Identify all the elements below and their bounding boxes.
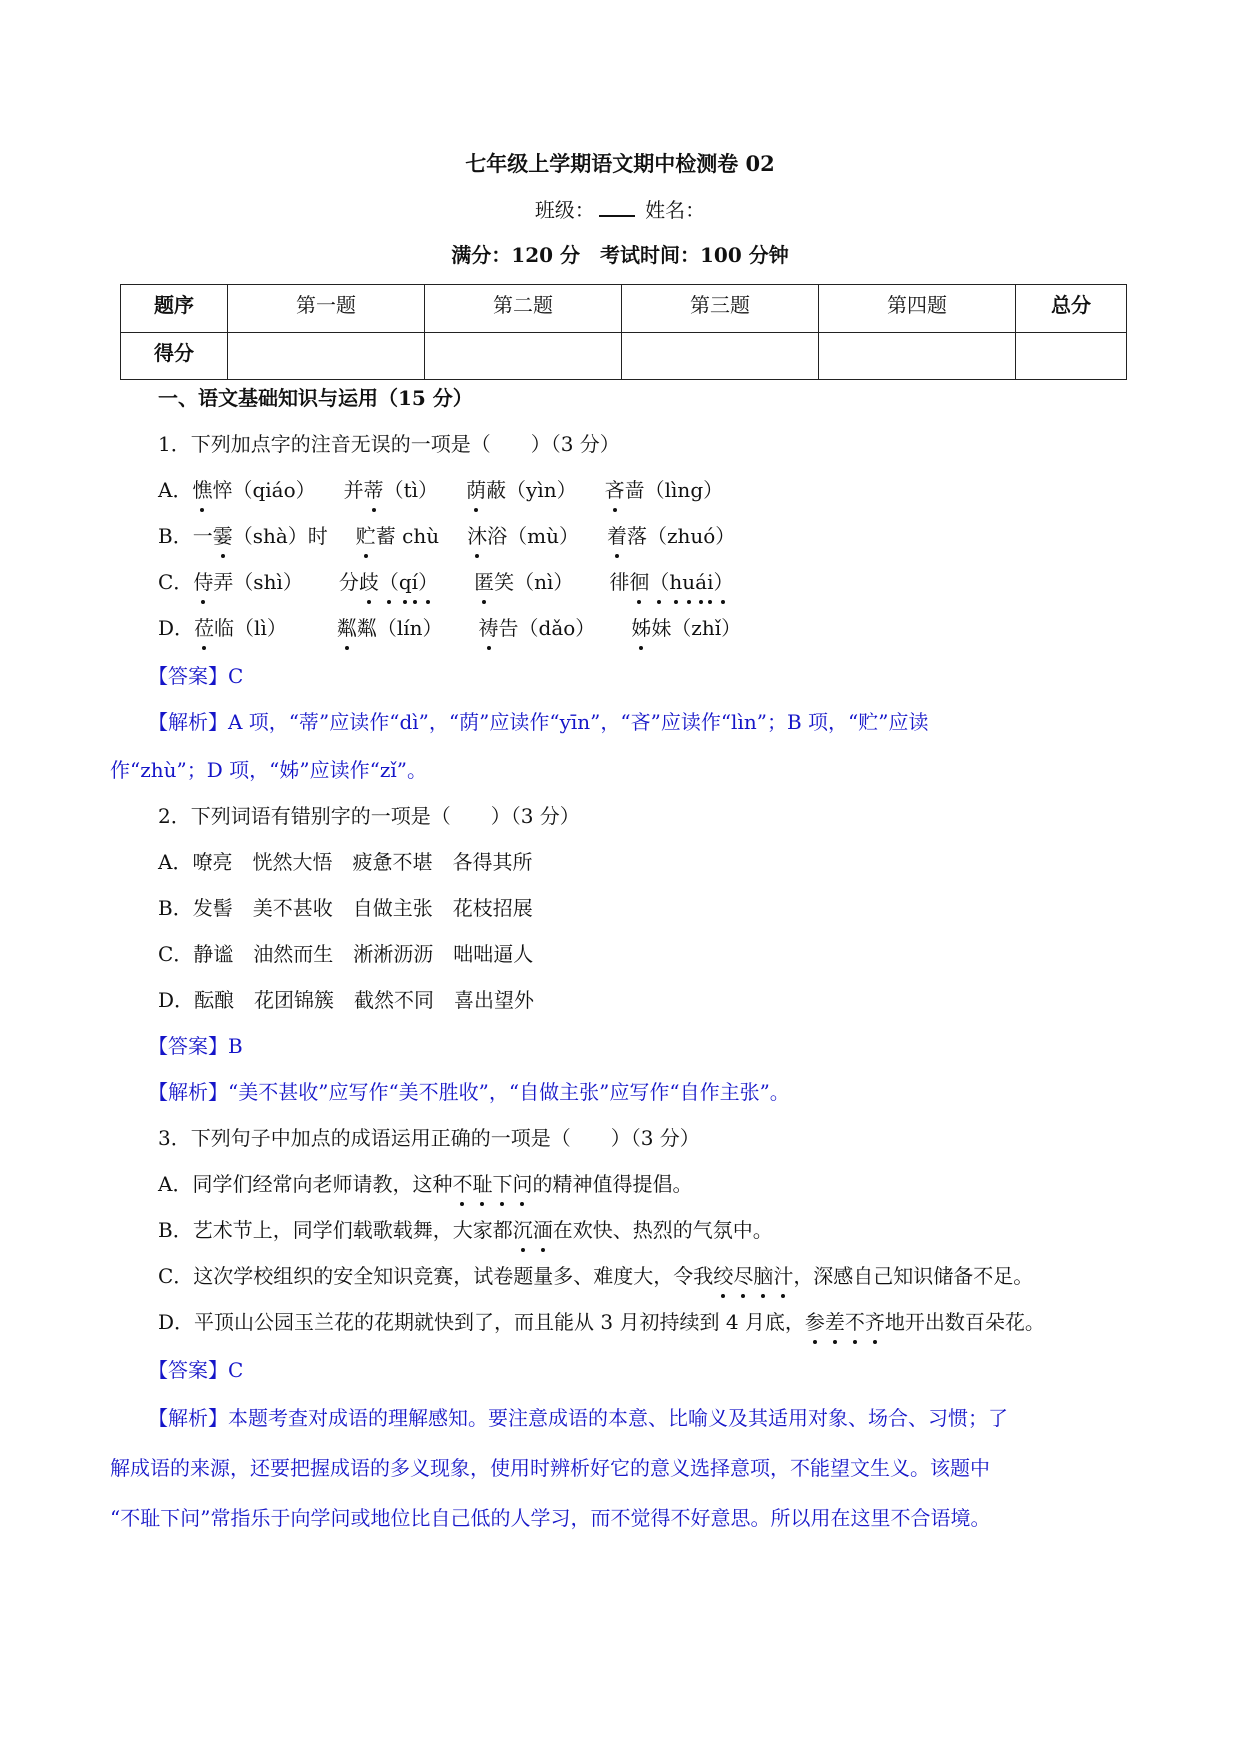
- q3-option-c: [158, 1262, 1033, 1290]
- dotted-char: 脑: [753, 1264, 774, 1288]
- table-header-cell: 第一题: [228, 285, 425, 333]
- dotted-char: 歧: [358, 570, 379, 594]
- dotted-char: 尽: [733, 1264, 754, 1288]
- q2-option-a: A．嘹亮 恍然大悟 疲惫不堪 各得其所: [158, 850, 533, 874]
- dotted-char: h: [669, 570, 683, 594]
- option-text: B．一: [158, 524, 213, 548]
- dotted-char: 不: [452, 1172, 473, 1196]
- q3-analysis-line: “不耻下问”常指乐于向学问或地位比自己低的人学习，而不觉得不好意思。所以用在这里不合语境。: [110, 1506, 991, 1530]
- q1-answer: 【答案】C: [148, 664, 244, 688]
- q1-option-c: [158, 568, 733, 596]
- q2-analysis: 【解析】“美不甚收”应写作“美不胜收”，“自做主张”应写作“自作主张”。: [148, 1080, 790, 1104]
- dotted-char: 湎: [532, 1218, 553, 1242]
- dotted-char: 侍: [193, 570, 214, 594]
- dotted-char: 姊: [631, 616, 652, 640]
- dotted-char: 汁: [773, 1264, 794, 1288]
- option-text: B．艺术节上，同学们载歌载舞，大家都: [158, 1218, 513, 1242]
- table-header-cell: 总分: [1016, 285, 1127, 333]
- dotted-char: 莅: [194, 616, 215, 640]
- option-text: C．这次学校组织的安全知识竞赛，试卷题量多、难度大，令我: [158, 1264, 714, 1288]
- dotted-char: 不: [844, 1310, 865, 1334]
- class-blank[interactable]: [599, 197, 635, 217]
- option-text: 告（dǎo）: [498, 616, 596, 640]
- question-2-stem: 2．下列词语有错别字的一项是（ ）（3 分）: [158, 804, 580, 828]
- section-heading: 一、语文基础知识与运用（15 分）: [158, 386, 473, 410]
- option-text: 弄（shì）: [213, 570, 303, 594]
- dotted-char: í: [411, 570, 419, 594]
- score-cell[interactable]: [1016, 332, 1127, 380]
- q3-option-b: [158, 1216, 773, 1244]
- option-text: 啬（lìng）: [624, 478, 724, 502]
- option-text: 临（lì）: [214, 616, 287, 640]
- option-text: 在欢快、热烈的气氛中。: [552, 1218, 773, 1242]
- dotted-char: [359, 570, 438, 594]
- table-header-cell: 第四题: [819, 285, 1016, 333]
- option-text: 的精神值得提倡。: [532, 1172, 693, 1196]
- dotted-char: 贮: [355, 524, 376, 548]
- score-cell[interactable]: [228, 332, 425, 380]
- score-time-info: 满分：120 分 考试时间：100 分钟: [451, 243, 789, 267]
- option-text: D．平顶山公园玉兰花的花期就快到了，而且能从 3 月初持续到 4 月底，: [158, 1310, 805, 1334]
- q3-option-d: [158, 1308, 1045, 1336]
- dotted-char: 齐: [864, 1310, 885, 1334]
- option-text: 分: [338, 570, 359, 594]
- q2-option-d: D．酝酿 花团锦簇 截然不同 喜出望外: [158, 988, 535, 1012]
- dotted-idiom: [805, 1310, 885, 1334]
- q1-option-b: [158, 522, 735, 550]
- table-header-cell: 第三题: [622, 285, 819, 333]
- dotted-idiom: [713, 1264, 793, 1288]
- dotted-char: 沐: [467, 524, 488, 548]
- option-text: 浴（mù）: [487, 524, 579, 548]
- dotted-char: ）: [418, 570, 439, 594]
- dotted-idiom: [513, 1218, 553, 1242]
- option-text: A．同学们经常向老师请教，这种: [158, 1172, 453, 1196]
- option-text: ，深感自己知识储备不足。: [793, 1264, 1034, 1288]
- option-text: 妹（zhǐ）: [651, 616, 742, 640]
- question-1-stem: 1．下列加点字的注音无误的一项是（ ）（3 分）: [158, 432, 620, 456]
- question-3-stem: 3．下列句子中加点的成语运用正确的一项是（ ）（3 分）: [158, 1126, 700, 1150]
- q3-analysis-line: 【解析】本题考查对成语的理解感知。要注意成语的本意、比喻义及其适用对象、场合、习惯；了: [148, 1406, 1008, 1430]
- dotted-char: 蒂: [363, 478, 384, 502]
- name-label: 姓名：: [645, 198, 706, 222]
- dotted-char: u: [682, 570, 696, 594]
- option-text: 蔽（yìn）: [486, 478, 577, 502]
- dotted-char: 绞: [713, 1264, 734, 1288]
- dotted-char: 徊: [629, 570, 650, 594]
- table-header-cell: 题序: [121, 285, 228, 333]
- dotted-char: 下: [492, 1172, 513, 1196]
- q2-option-b: B．发髻 美不甚收 自做主张 花枝招展: [158, 896, 533, 920]
- option-letter: A．: [158, 478, 193, 502]
- q2-answer: 【答案】B: [148, 1034, 243, 1058]
- exam-title: 七年级上学期语文期中检测卷 02: [465, 151, 775, 176]
- dotted-char: 霎: [212, 524, 233, 548]
- q2-option-c: C．静谧 油然而生 淅淅沥沥 咄咄逼人: [158, 942, 534, 966]
- q3-analysis-line: 解成语的来源，还要把握成语的多义现象，使用时辨析好它的意义选择意项，不能望文生义。该题中: [110, 1456, 990, 1480]
- score-cell[interactable]: [425, 332, 622, 380]
- option-text: 笑（nì）: [494, 570, 574, 594]
- dotted-char: á: [695, 570, 708, 594]
- option-text: 徘: [609, 570, 630, 594]
- dotted-char: 吝: [604, 478, 625, 502]
- option-text: 悴（qiáo）: [212, 478, 316, 502]
- score-table-header-row: [121, 285, 1127, 333]
- dotted-char: q: [398, 570, 412, 594]
- dotted-idiom: [452, 1172, 532, 1196]
- dotted-char: i: [707, 570, 714, 594]
- dotted-char: 憔: [192, 478, 213, 502]
- option-text: 地开出数百朵花。: [884, 1310, 1045, 1334]
- dotted-char: [629, 570, 733, 594]
- q1-analysis-line: 【解析】A 项，“蒂”应读作“dì”，“荫”应读作“yīn”，“吝”应读作“lìn”；B 项，“贮”应读: [148, 710, 929, 734]
- dotted-char: ）: [713, 570, 734, 594]
- option-text: 粼（lín）: [356, 616, 443, 640]
- q1-option-d: [158, 614, 741, 642]
- dotted-char: 匿: [474, 570, 495, 594]
- option-letter: C．: [158, 570, 194, 594]
- score-table-score-row: [121, 332, 1127, 380]
- dotted-char: 差: [824, 1310, 845, 1334]
- dotted-char: （: [378, 570, 399, 594]
- option-text: （shà）时: [232, 524, 328, 548]
- score-cell[interactable]: [622, 332, 819, 380]
- table-row-label: 得分: [121, 332, 228, 380]
- dotted-char: 沉: [512, 1218, 533, 1242]
- table-header-cell: 第二题: [425, 285, 622, 333]
- score-table: [120, 284, 1127, 380]
- option-text: 并: [343, 478, 364, 502]
- option-text: （tì）: [383, 478, 439, 502]
- option-letter: D．: [158, 616, 195, 640]
- dotted-char: 参: [804, 1310, 825, 1334]
- option-text: 蓄 chù: [375, 524, 440, 548]
- dotted-char: 问: [512, 1172, 533, 1196]
- dotted-char: 祷: [478, 616, 499, 640]
- dotted-char: （: [649, 570, 670, 594]
- q3-answer: 【答案】C: [148, 1358, 244, 1382]
- dotted-char: 着: [606, 524, 627, 548]
- class-label: 班级：: [534, 198, 595, 222]
- option-text: 落（zhuó）: [626, 524, 736, 548]
- q1-option-a: [158, 476, 723, 504]
- dotted-char: 粼: [336, 616, 357, 640]
- q3-option-a: [158, 1170, 692, 1198]
- student-info-line: [0, 196, 1240, 224]
- dotted-char: 荫: [466, 478, 487, 502]
- dotted-char: 耻: [472, 1172, 493, 1196]
- q1-analysis-line: 作“zhù”；D 项，“姊”应读作“zǐ”。: [110, 758, 427, 782]
- score-cell[interactable]: [819, 332, 1016, 380]
